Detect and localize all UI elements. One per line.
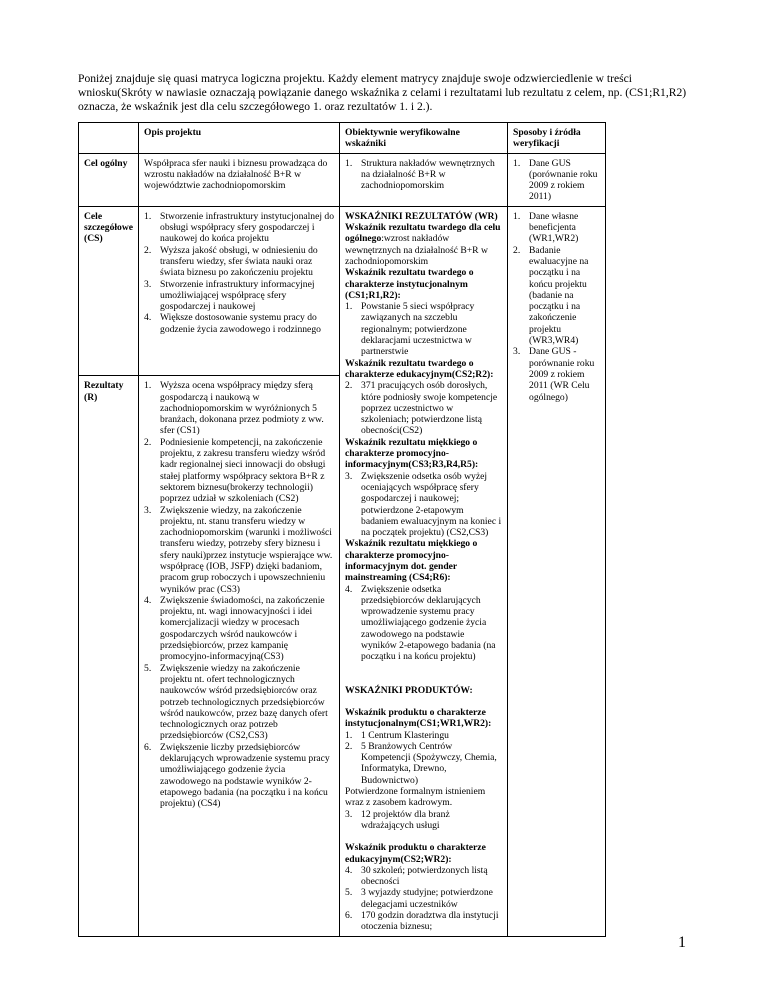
list-item: 6. 170 godzin doradztwa dla instytucji otoczenia biznesu; <box>345 910 499 933</box>
produkt-note: Potwierdzone formalnym istnieniem wraz z zasobem kadrowym. <box>345 786 486 809</box>
wskazniki-cell <box>340 206 508 936</box>
cel-ogolny-wskaznik-cell <box>340 153 508 206</box>
list-item: 3. 12 projektów dla branż wdrażających usługi <box>345 808 450 831</box>
header-opis: Opis projektu <box>139 123 340 154</box>
header-zrodla: Sposoby i źródła weryfikacji <box>508 123 606 154</box>
cele-szczegolowe-opis <box>139 206 340 375</box>
list-item: 6. Zwiększenie liczby przedsiębiorców deklarujących wprowadzenie systemu pracy umożliwiającego godzenie życia zawodowego na podstawie wyników 2-etapowego badania (na początku i na końcu projektu) (CS4) <box>144 741 330 810</box>
cele-szczegolowe-label: Cele szczegółowe (CS) <box>79 206 139 375</box>
list-item: 3. Zwiększenie odsetka osób wyżej oceniających współpracę sfery gospodarczej i naukowej; potwierdzone 2-etapowym badaniem ewaluacyjnym na koniec i na początek projektu) (CS2,CS3) <box>345 470 502 539</box>
list-item: 2. 371 pracujących osób dorosłych, które podniosły swoje kompetencje poprzez uczestnictwo w szkoleniach; potwierdzone listą obecności(CS2) <box>345 380 498 437</box>
cel-ogolny-row <box>79 153 606 206</box>
cele-szczegolowe-row <box>79 206 606 375</box>
twardy-instytucjonalny-heading: Wskaźnik rezultatu twardego o charakterze instytucjonalnym (CS1;R1,R2): <box>345 267 474 301</box>
list-item: 4. 30 szkoleń; potwierdzonych listą obecności <box>345 864 488 888</box>
miekki-promocyjny-heading: Wskaźnik rezultatu miękkiego o charakterze promocyjno-informacyjnym(CS3;R3,R4,R5): <box>345 436 479 471</box>
cel-ogolny-opis: Współpraca sfer nauki i biznesu prowadząca do wzrostu nakładów na działalność B+R w województwie zachodniopomorskim <box>139 153 340 206</box>
produkt-edukacyjny-heading: Wskaźnik produktu o charakterze edukacyjnym(CS2;WR2): <box>345 842 486 865</box>
list-item: 2. Wyższa jakość obsługi, w odniesieniu do transferu wiedzy, sfer świata nauki oraz świata biznesu po zakończeniu projektu <box>144 244 318 279</box>
rezultaty-label: Rezultaty (R) <box>79 376 139 936</box>
list-item: 4. Większe dostosowanie systemu pracy do godzenie życia zawodowego i rodzinnego <box>144 312 321 335</box>
list-item: 2. Badanie ewaluacyjne na początku i na końcu projektu (badanie na początku i na zakończenie projektu (WR3,WR4) <box>513 244 589 347</box>
list-item: 4. Zwiększenie odsetka przedsiębiorców deklarujących wprowadzenie systemu pracy umożliwiającego godzenie życia zawodowego na podstawie wyników 2-etapowego badania (na początku i na końcu projektu) <box>345 583 496 663</box>
list-item: 1. Dane GUS (porównanie roku 2009 z rokiem 2011) <box>513 157 598 203</box>
list-item: 5. 3 wyjazdy studyjne; potwierdzone delegacjami uczestników <box>345 887 493 910</box>
list-item: 3. Dane GUS - porównanie roku 2009 z rokiem 2011 (WR Celu ogólnego) <box>513 346 595 403</box>
rezultaty-opis <box>139 376 340 936</box>
cel-ogolny-label: Cel ogólny <box>79 153 139 206</box>
list-item: 1. Struktura nakładów wewnętrznych na działalność B+R w zachodniopomorskim <box>345 157 495 192</box>
list-item: 5. Zwiększenie wiedzy na zakończenie projektu nt. ofert technologicznych naukowców wśród przedsiębiorców oraz potrzeb technologicznych przedsiębiorców wśród naukowców, przez bazę danych ofert technologicznych oraz potrzeb przedsiębiorców (CS2,CS3) <box>144 662 328 742</box>
intro-paragraph: Poniżej znajduje się quasi matryca logiczna projektu. Każdy element matrycy znajduje swoje odzwierciedlenie w treści wniosku(Skróty w nawiasie oznaczają powiązanie danego wskaźnika z celami i rezultatami lub rezultatu z celem, np. (CS1;R1,R2) oznacza, że wskaźnik jest dla celu szczegółowego 1. oraz rezultatów 1. i 2.). <box>78 72 687 113</box>
wskazniki-produktow-heading: WSKAŹNIKI PRODUKTÓW: <box>345 684 473 696</box>
list-item: 4. Zwiększenie świadomości, na zakończenie projektu, nt. wagi innowacyjności i idei komercjalizacji wiedzy w procesach gospodarczych wśród naukowców i przedsiębiorców, przez kampanię promocyjno-informacyjną(CS3) <box>144 594 325 663</box>
list-item: 1. 1 Centrum Klasteringu <box>345 729 449 741</box>
list-item: 3. Stworzenie infrastruktury informacyjnej umożliwiającej współpracę sfery gospodarczej i naukowej <box>144 278 315 313</box>
header-wskazniki: Obiektywnie weryfikowalne wskaźniki <box>340 123 508 154</box>
list-item: 1. Stworzenie infrastruktury instytucjonalnej do obsługi współpracy sfery gospodarczej i naukowej do końca projektu <box>144 210 334 245</box>
page-number: 1 <box>678 934 686 951</box>
twardy-edukacyjny-heading: Wskaźnik rezultatu twardego o charakterze edukacyjnym(CS2;R2): <box>345 357 494 380</box>
list-item: 1. Powstanie 5 sieci współpracy zawiązanych na szczeblu regionalnym; potwierdzone deklaracjami uczestnictwa w partnerstwie <box>345 301 475 358</box>
logical-matrix-table <box>78 122 606 937</box>
wskazniki-rezultatow-heading: WSKAŹNIKI REZULTATÓW (WR) <box>345 210 498 222</box>
cel-ogolny-zrodlo-cell <box>508 153 606 206</box>
list-item: 1. Dane własne beneficjenta (WR1,WR2) <box>513 210 579 245</box>
empty-header-cell <box>79 123 139 154</box>
list-item: 3. Zwiększenie wiedzy, na zakończenie projektu, nt. stanu transferu wiedzy w zachodniopomorskim (warunki i możliwości transferu wiedzy, potrzeby sfery biznesu i sfery nauki)przez instytucje wspierające ww. współpracę (IOB, JSFP) dzięki badaniom, pracom grup roboczych i upowszechnieniu wyników prac (CS3) <box>144 504 333 595</box>
list-item: 2. 5 Branżowych Centrów Kompetencji (Spożywczy, Chemia, Informatyka, Drewno, Budownictwo) <box>345 740 497 786</box>
miekki-gender-heading: Wskaźnik rezultatu miękkiego o charakterze promocyjno-informacyjnym dot. gender mainstreaming (CS4;R6): <box>345 538 478 584</box>
zrodla-cell <box>508 206 606 936</box>
produkt-instytucjonalny-heading: Wskaźnik produktu o charakterze instytucjonalnym(CS1;WR1,WR2): <box>345 706 492 730</box>
twardy-cel-ogolny: Wskaźnik rezultatu twardego dla celu ogólnego:wzrost nakładów wewnętrznych na działalność B+R w zachodniopomorskim <box>345 222 501 267</box>
list-item: 2. Podniesienie kompetencji, na zakończenie projektu, z zakresu transferu wiedzy wśród kadr regionalnej sieci innowacji do obsługi stałej platformy współpracy sektora B+R z sektorem biznesu(brokerzy technologii) poprzez udział w szkoleniach (CS2) <box>144 436 326 505</box>
header-row <box>79 123 606 154</box>
list-item: 1. Wyższa ocena współpracy między sferą gospodarczą i naukową w zachodniopomorskim w wyróżnionych 5 branżach, dokonana przez podmioty z ww. sfer (CS1) <box>144 380 324 437</box>
